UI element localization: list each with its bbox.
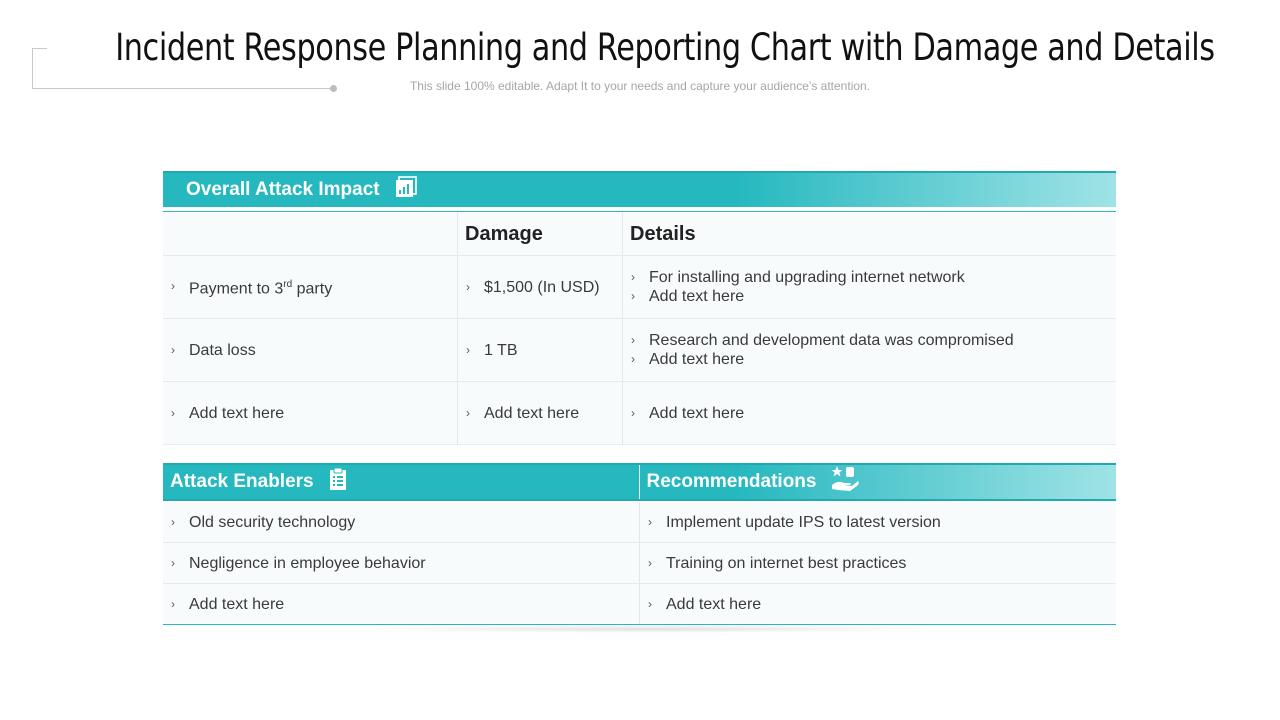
list-item: › Add text here — [631, 351, 745, 368]
impact-heading: Overall Attack Impact — [186, 179, 380, 200]
column-header-details: Details — [623, 213, 1117, 256]
table-row — [163, 584, 1116, 625]
impact-table — [163, 213, 1116, 445]
clipboard-icon — [328, 467, 348, 497]
table-row — [163, 256, 1116, 319]
chevron-right-icon: › — [631, 333, 635, 347]
list-item: › Old security technology — [171, 513, 356, 531]
chevron-right-icon: › — [466, 405, 470, 420]
list-item: › 1 TB — [466, 341, 518, 359]
list-item: › Add text here — [171, 595, 285, 613]
chevron-right-icon: › — [171, 279, 175, 294]
column-header-item — [163, 213, 458, 256]
chevron-right-icon: › — [648, 555, 652, 570]
list-item: › $1,500 (In USD) — [466, 278, 600, 296]
chevron-right-icon: › — [631, 289, 635, 303]
recommendations-header — [640, 465, 1117, 499]
hand-stars-icon — [830, 465, 860, 499]
list-item: › Research and development data was compromised — [631, 332, 1014, 349]
list-item: › Add text here — [648, 595, 762, 613]
chevron-right-icon: › — [631, 352, 635, 366]
list-item: › Add text here — [466, 404, 580, 422]
list-item: › Add text here — [631, 404, 745, 422]
chevron-right-icon: › — [171, 596, 175, 611]
list-item: › Data loss — [171, 341, 256, 359]
enablers-heading: Attack Enablers — [170, 471, 314, 492]
list-item: › Training on internet best practices — [648, 554, 907, 572]
chevron-right-icon: › — [171, 555, 175, 570]
chart-icon — [394, 175, 418, 205]
list-item: › Implement update IPS to latest version — [648, 513, 941, 531]
table-row — [163, 502, 1116, 543]
column-header-damage: Damage — [458, 213, 623, 256]
impact-banner — [163, 171, 1116, 207]
chevron-right-icon: › — [466, 342, 470, 357]
chevron-right-icon: › — [171, 405, 175, 420]
chevron-right-icon: › — [648, 596, 652, 611]
list-item: › Payment to 3rd party — [171, 279, 333, 298]
table-shadow — [360, 625, 940, 633]
list-item: › Add text here — [171, 404, 285, 422]
enablers-recommendations-table — [163, 502, 1116, 625]
chevron-right-icon: › — [171, 342, 175, 357]
list-item: › Add text here — [631, 288, 745, 305]
table-row — [163, 319, 1116, 382]
chevron-right-icon: › — [631, 405, 635, 420]
recommendations-heading: Recommendations — [646, 471, 817, 492]
chevron-right-icon: › — [648, 514, 652, 529]
list-item: › Negligence in employee behavior — [171, 554, 426, 572]
slide-title: Incident Response Planning and Reporting Chart with Damage and Details — [115, 26, 1215, 69]
list-item: › For installing and upgrading internet network — [631, 269, 965, 286]
slide-subtitle: This slide 100% editable. Adapt It to your needs and capture your audience’s attention. — [409, 79, 871, 93]
enablers-recommendations-banner — [163, 463, 1116, 501]
chevron-right-icon: › — [171, 514, 175, 529]
chevron-right-icon: › — [466, 279, 470, 294]
enablers-header — [163, 465, 640, 499]
impact-table-header — [163, 213, 1116, 256]
table-row — [163, 543, 1116, 584]
table-row — [163, 382, 1116, 445]
chevron-right-icon: › — [631, 270, 635, 284]
